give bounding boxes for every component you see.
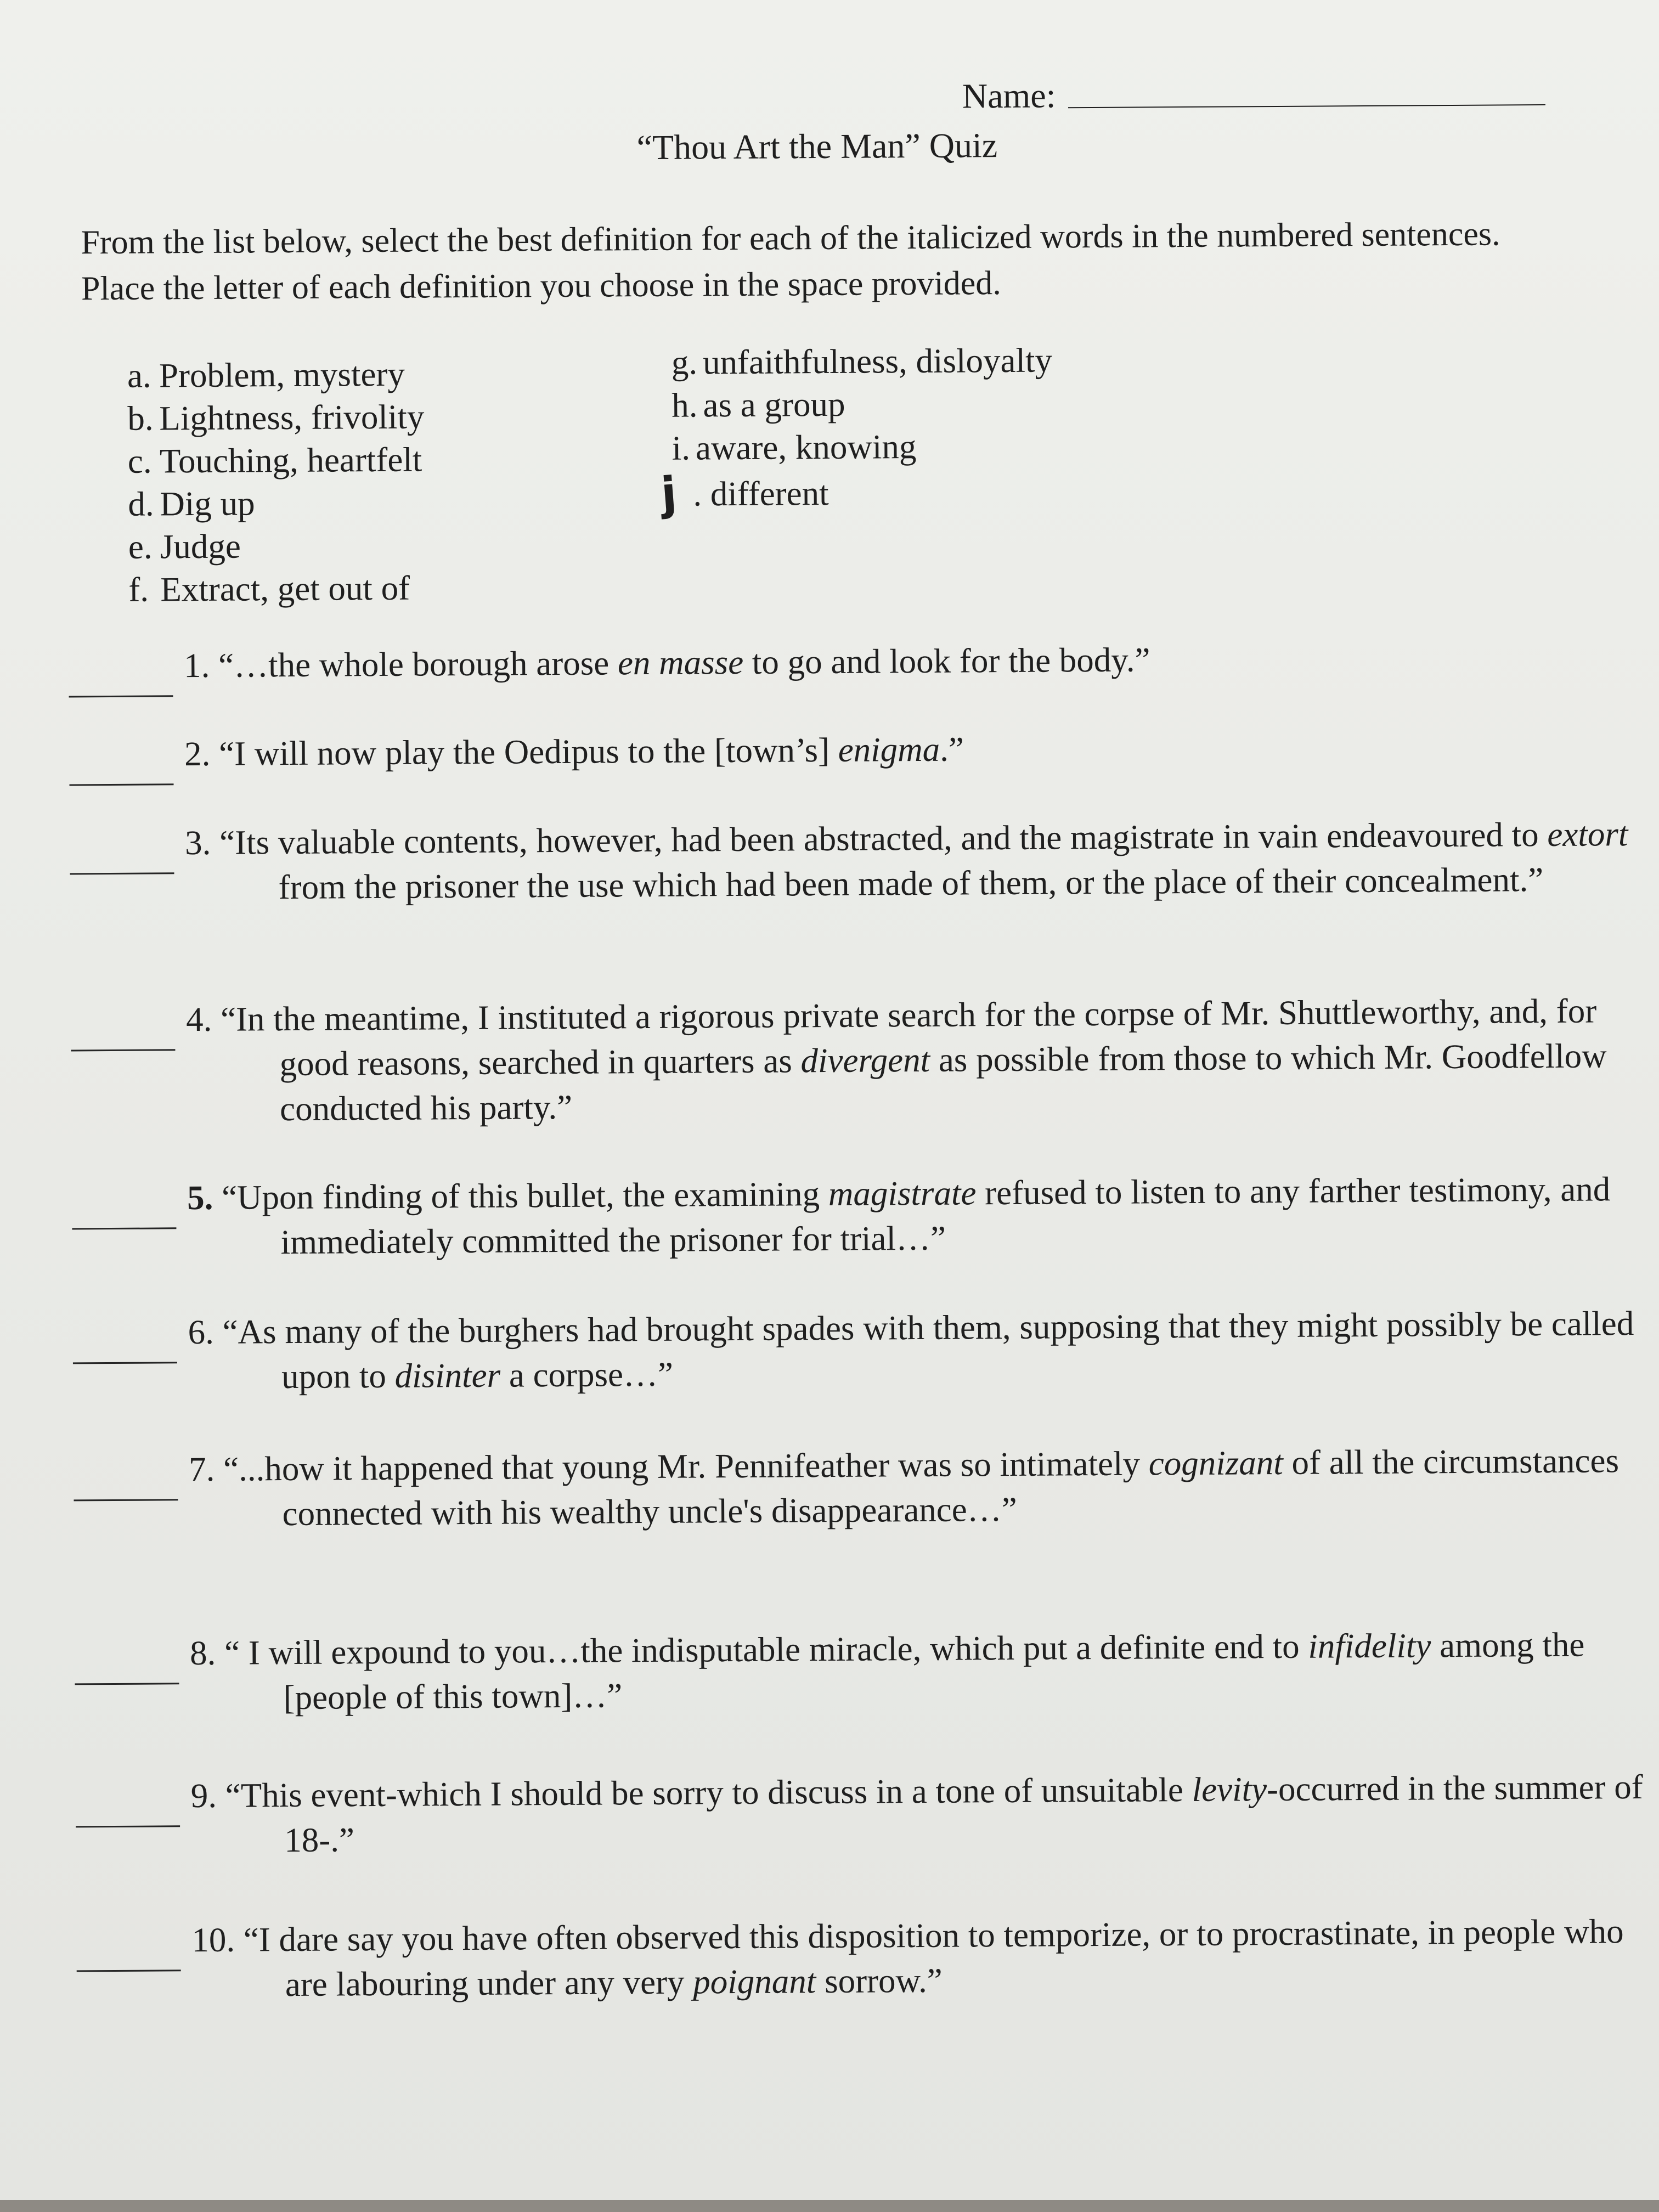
question-number: 4. <box>185 1000 212 1039</box>
question-4 <box>71 988 1640 1132</box>
italic-word: enigma <box>838 730 940 769</box>
definition-letter: c. <box>127 442 152 481</box>
question-text-after: -occurred in the summer of 18-.” <box>284 1767 1643 1860</box>
question-text <box>191 1764 1645 1863</box>
question-text-after: among the [people of this town]…” <box>283 1625 1585 1717</box>
question-text <box>184 634 1638 688</box>
question-7 <box>74 1438 1643 1537</box>
name-blank-line <box>1068 104 1545 108</box>
question-text-before: “Its valuable contents, however, had been abstracted, and the magistrate in vain endeavoured to <box>219 815 1548 862</box>
answer-blank-6[interactable] <box>73 1362 177 1364</box>
definition-letter: h. <box>672 386 698 425</box>
answer-blank-3[interactable] <box>70 872 174 874</box>
name-field <box>962 72 1545 116</box>
question-number: 10. <box>191 1920 235 1960</box>
italic-word: disinter <box>394 1356 501 1395</box>
question-text <box>189 1438 1643 1537</box>
definition-text: Problem, mystery <box>159 354 405 395</box>
answer-blank-10[interactable] <box>77 1970 181 1972</box>
definition-text: Touching, heartfelt <box>159 440 422 481</box>
definition-list-left <box>127 352 426 611</box>
definition-letter: f. <box>128 570 149 609</box>
question-text <box>191 1909 1646 2007</box>
question-number: 3. <box>184 823 211 862</box>
question-number: 2. <box>184 734 211 774</box>
answer-blank-9[interactable] <box>76 1825 180 1827</box>
question-text-before: “As many of the burghers had brought spades with them, supposing that they might possibly be called upon to <box>222 1304 1634 1396</box>
question-text-before: “This event-which I should be sorry to discuss in a tone of unsuitable <box>225 1770 1192 1815</box>
question-number: 6. <box>188 1312 215 1352</box>
question-number: 7. <box>188 1449 215 1489</box>
question-text <box>190 1622 1644 1720</box>
definition-item <box>672 381 1053 426</box>
definition-text: as a group <box>703 385 845 425</box>
question-number: 8. <box>189 1633 216 1673</box>
definition-text: . different <box>693 473 829 514</box>
italic-word: extort <box>1547 815 1628 854</box>
definition-text: Lightness, frivolity <box>159 397 425 438</box>
question-text-after: of all the circumstances connected with his wealthy uncle's disappearance…” <box>282 1441 1620 1533</box>
italic-word: poignant <box>693 1962 816 2001</box>
answer-blank-1[interactable] <box>69 695 173 697</box>
definition-item <box>127 352 424 397</box>
definition-item <box>128 566 425 611</box>
question-text-after: refused to listen to any farther testimony, and immediately committed the prisoner for trial…” <box>280 1170 1611 1262</box>
question-text-after: a corpse…” <box>500 1355 674 1395</box>
handwritten-letter-j: j <box>659 467 679 521</box>
question-text-after: as possible from those to which Mr. Goodfellow conducted his party.” <box>279 1036 1607 1128</box>
question-text <box>187 1166 1641 1265</box>
question-text-before: “ I will expound to you…the indisputable miracle, which put a definite end to <box>224 1627 1308 1672</box>
italic-word: magistrate <box>828 1173 977 1214</box>
definition-item <box>672 424 1053 469</box>
question-3 <box>70 811 1639 911</box>
definition-letter: i. <box>672 428 691 467</box>
definition-item <box>128 523 425 568</box>
italic-word: divergent <box>800 1040 930 1080</box>
definition-item <box>659 467 1053 521</box>
question-text-before: “I dare say you have often observed this disposition to temporize, or to procrastinate, in people who are labouring under any very <box>243 1912 1624 2004</box>
italic-word: cognizant <box>1148 1443 1283 1483</box>
question-text <box>186 988 1640 1132</box>
question-8 <box>75 1622 1644 1721</box>
question-1 <box>69 634 1638 689</box>
definition-letter: d. <box>128 484 154 523</box>
question-text-before: “...how it happened that young Mr. Pennifeather was so intimately <box>223 1444 1149 1488</box>
italic-word: infidelity <box>1308 1626 1431 1666</box>
question-text <box>184 723 1638 776</box>
definition-list-right <box>659 338 1053 521</box>
question-text <box>185 811 1639 910</box>
definition-text: Judge <box>160 527 241 566</box>
definition-letter: e. <box>128 527 153 566</box>
question-text-after: sorrow.” <box>816 1961 943 2001</box>
question-9 <box>76 1764 1645 1864</box>
question-text-after: .” <box>939 730 964 769</box>
italic-word: levity <box>1192 1770 1267 1809</box>
instructions: From the list below, select the best definition for each of the italicized words in the numbered sentences. Place the letter of each definition you choose in the space provided. <box>81 215 1500 308</box>
definition-letter: a. <box>127 356 151 395</box>
question-number: 1. <box>183 646 210 685</box>
question-text <box>188 1301 1642 1400</box>
question-number: 5. <box>187 1178 213 1217</box>
definition-text: unfaithfulness, disloyalty <box>702 341 1053 382</box>
question-text-before: “Upon finding of this bullet, the examining <box>221 1175 829 1217</box>
question-number: 9. <box>190 1776 217 1815</box>
question-text-before: “In the meantime, I instituted a rigorous private search for the corpse of Mr. Shuttleworthy, and, for good reasons, searched in quarters as <box>220 991 1597 1084</box>
question-10 <box>76 1909 1646 2008</box>
question-text-before: “I will now play the Oedipus to the [town’s] <box>218 730 838 773</box>
question-text-after: from the prisoner the use which had been made of them, or the place of their concealment.” <box>278 860 1544 907</box>
definition-item <box>128 438 425 482</box>
question-2 <box>69 723 1638 777</box>
definition-item <box>672 338 1053 383</box>
definition-letter: b. <box>127 399 154 438</box>
question-text-after: to go and look for the body.” <box>743 640 1150 681</box>
definition-text: Dig up <box>160 484 255 523</box>
answer-blank-2[interactable] <box>69 783 173 786</box>
answer-blank-4[interactable] <box>71 1049 175 1051</box>
page-title: “Thou Art the Man” Quiz <box>636 126 998 167</box>
question-text-before: “…the whole borough arose <box>218 644 618 685</box>
definition-item <box>128 481 425 525</box>
italic-word: en masse <box>617 642 744 682</box>
definition-text: aware, knowing <box>695 427 917 467</box>
name-label: Name: <box>962 76 1056 116</box>
definition-letter: g. <box>671 343 698 382</box>
question-6 <box>72 1301 1642 1400</box>
question-5 <box>72 1166 1641 1266</box>
desk-edge <box>0 2200 1659 2212</box>
definition-text: Extract, get out of <box>160 568 410 609</box>
answer-blank-7[interactable] <box>74 1499 178 1501</box>
answer-blank-8[interactable] <box>75 1683 179 1685</box>
answer-blank-5[interactable] <box>72 1227 176 1229</box>
definition-item <box>127 395 424 439</box>
